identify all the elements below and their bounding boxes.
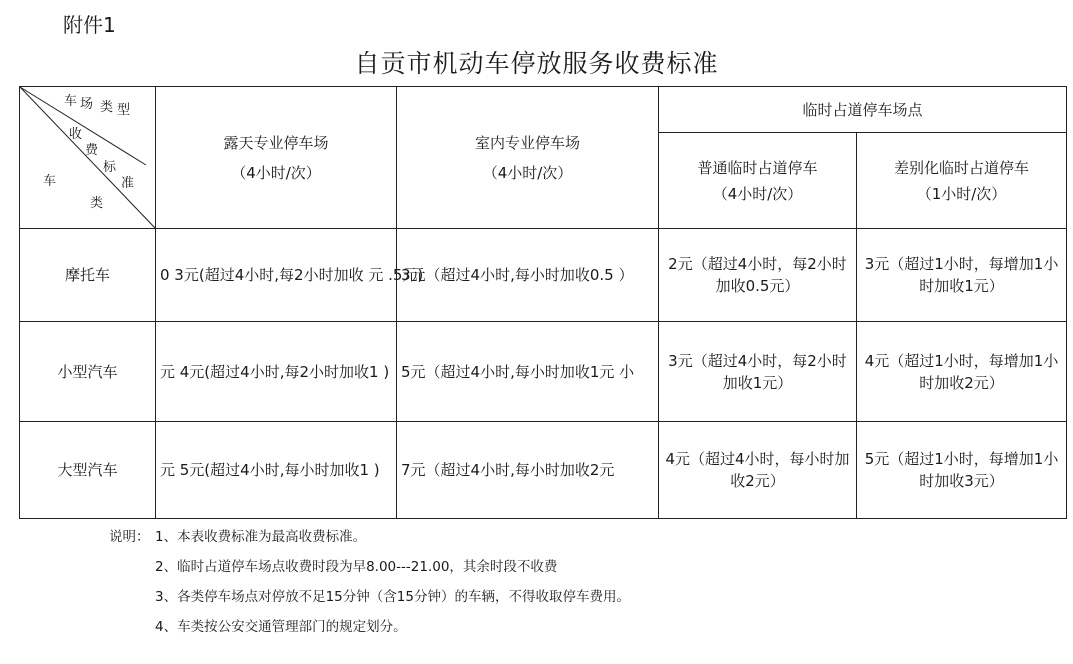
header-temp-diff — [857, 133, 1067, 229]
header-temp-diff-unit: （1小时/次） — [916, 184, 1007, 203]
notes-section — [109, 522, 630, 642]
header-temp-diff-name: 差别化临时占道停车 — [894, 158, 1030, 177]
header-open-air-unit: （4小时/次） — [231, 163, 321, 182]
header-open-air-name: 露天专业停车场 — [223, 133, 329, 152]
cell-open-air: 元 5元(超过4小时,每小时加收1 ) — [156, 422, 397, 519]
corner-lot-char-3: 类 — [100, 100, 114, 115]
header-indoor-name: 室内专业停车场 — [474, 133, 580, 152]
table-row — [20, 322, 1067, 422]
notes-label: 说明： — [109, 529, 150, 545]
note-item: 3、各类停车场点对停放不足15分钟（含15分钟）的车辆，不得收取停车费用。 — [155, 589, 630, 605]
corner-lot-char-1: 车 — [64, 94, 78, 109]
corner-vehicle-char-2: 类 — [90, 196, 104, 211]
corner-lot-char-2: 场 — [80, 97, 94, 112]
document-title: 自贡市机动车停放服务收费标准 — [354, 49, 719, 78]
cell-temp-normal: 2元（超过4小时，每2小时加收0.5元） — [659, 229, 857, 322]
header-indoor-lot — [397, 87, 659, 229]
note-item: 2、临时占道停车场点收费时段为早8.00---21.00，其余时段不收费 — [155, 559, 558, 575]
cell-temp-diff: 5元（超过1小时，每增加1小时加收3元） — [857, 422, 1067, 519]
header-temp-normal-unit: （4小时/次） — [712, 184, 803, 203]
attachment-label: 附件1 — [63, 13, 116, 37]
table-row — [20, 422, 1067, 519]
cell-temp-diff: 3元（超过1小时，每增加1小时加收1元） — [857, 229, 1067, 322]
header-open-air-lot — [156, 87, 397, 229]
header-indoor-unit: （4小时/次） — [482, 163, 573, 182]
note-item — [109, 522, 630, 552]
cell-open-air: 0 3元(超过4小时,每2小时加收 元 .5元) — [156, 229, 397, 322]
cell-indoor: 7元（超过4小时,每小时加收2元 — [397, 422, 659, 519]
corner-fee-char-2: 费 — [85, 143, 99, 158]
header-temporary-group: 临时占道停车场点 — [659, 87, 1067, 133]
corner-vehicle-char-1: 车 — [43, 174, 57, 189]
cell-indoor: 3元（超过4小时,每小时加收0.5 ） — [397, 229, 659, 322]
cell-open-air: 元 4元(超过4小时,每2小时加收1 ) — [156, 322, 397, 422]
corner-fee-char-3: 标 — [103, 160, 117, 175]
fee-standard-table — [19, 86, 1067, 519]
corner-header-cell — [20, 87, 156, 229]
cell-temp-diff: 4元（超过1小时，每增加1小时加收2元） — [857, 322, 1067, 422]
corner-lot-char-4: 型 — [117, 103, 131, 118]
row-vehicle-motorcycle: 摩托车 — [20, 229, 156, 322]
corner-fee-char-4: 准 — [121, 176, 135, 191]
note-text: 1、本表收费标准为最高收费标准。 — [155, 529, 367, 545]
cell-indoor: 5元（超过4小时,每小时加收1元 小 — [397, 322, 659, 422]
table-row — [20, 229, 1067, 322]
corner-fee-char-1: 收 — [69, 127, 83, 142]
header-temp-normal-name: 普通临时占道停车 — [697, 158, 818, 177]
cell-temp-normal: 3元（超过4小时，每2小时加收1元） — [659, 322, 857, 422]
note-item: 4、车类按公安交通管理部门的规定划分。 — [155, 619, 407, 635]
header-temp-normal — [659, 133, 857, 229]
cell-temp-normal: 4元（超过4小时，每小时加收2元） — [659, 422, 857, 519]
row-vehicle-small-car: 小型汽车 — [20, 322, 156, 422]
row-vehicle-large-car: 大型汽车 — [20, 422, 156, 519]
